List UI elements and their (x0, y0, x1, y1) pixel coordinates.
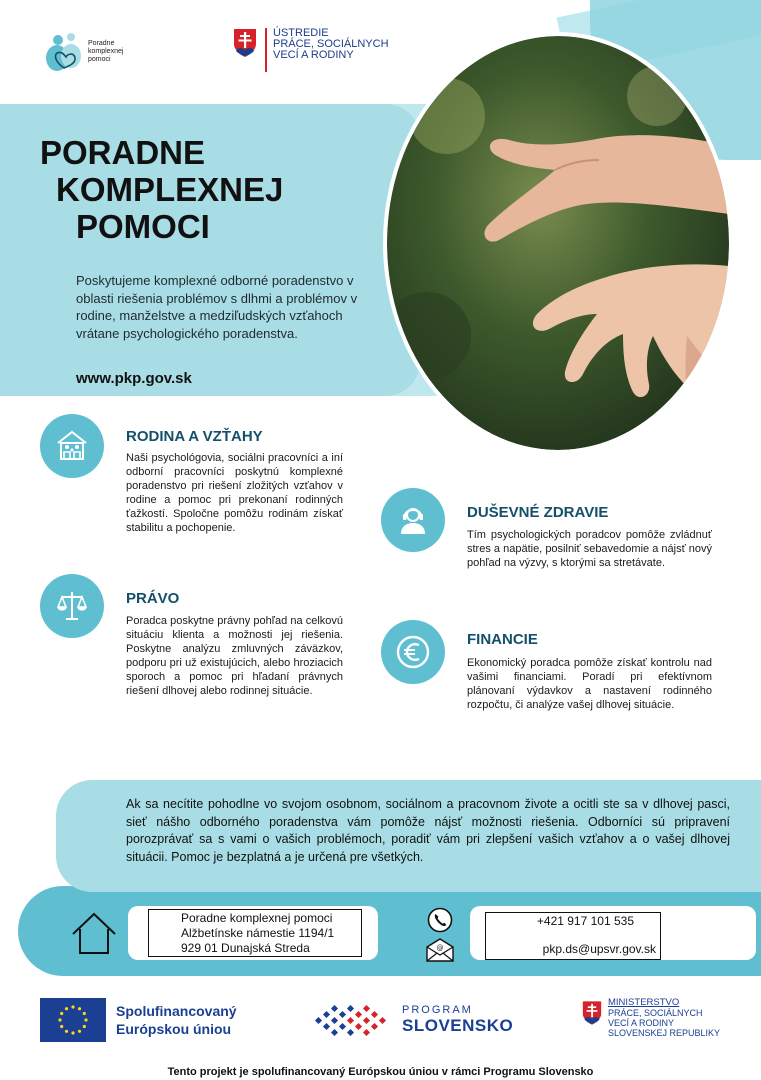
family-house-icon (40, 414, 104, 478)
hands-illustration (387, 36, 729, 450)
upsvr-logo-text: ÚSTREDIE PRÁCE, SOCIÁLNYCH VECÍ A RODINY (273, 27, 389, 61)
address-line: Alžbetínske námestie 1194/1 (181, 926, 335, 940)
section-title-mental-health: DUŠEVNÉ ZDRAVIE (467, 504, 609, 521)
svg-text:@: @ (436, 944, 444, 952)
section-title-family: RODINA A VZŤAHY (126, 428, 263, 445)
section-text-law: Poradca poskytne právny pohľad na celkovú situáciu klienta a možnosti jej riešenia. Poskytne analýzu zmluvných záväzkov, podporu pri už existujúcich, alebo hroziacich sporoch a pomoc pri hľadaní právnych riešení dlhovej alebo rodinnej situácie. (126, 615, 343, 697)
section-title-law: PRÁVO (126, 590, 180, 607)
upsvr-divider (265, 28, 267, 72)
program-slovensko-text: PROGRAM SLOVENSKO (402, 1004, 514, 1035)
upsvr-logo (233, 28, 403, 74)
address-line: 929 01 Dunajská Streda (181, 941, 310, 955)
email-icon (425, 937, 455, 963)
people-heart-icon (44, 30, 84, 72)
pkp-logo-text: Poradne komplexnej pomoci (88, 40, 124, 63)
hero-description: Poskytujeme komplexné odborné poradenstvo v oblasti riešenia problémov s dlhmi a problémov v rodine, manželstve a medziľudských vzťahoch vrátane psychologického poradenstva. (76, 273, 358, 341)
eu-flag-icon (40, 998, 106, 1042)
footer-note: Tento projekt je spolufinancovaný Európskou úniou v rámci Programu Slovensko (167, 1066, 594, 1078)
section-text-mental-health: Tím psychologických poradcov pomôže zvládnuť stres a napätie, posilniť sebavedomie a nájsť nový pohľad na výzvy, s ktorými sa stretávate. (467, 529, 712, 569)
phone-icon (427, 907, 453, 933)
phone-number[interactable]: +421 917 101 535 (536, 914, 634, 928)
euro-coin-icon (381, 620, 445, 684)
section-title-finance: FINANCIE (467, 631, 538, 648)
address-line: Poradne komplexnej pomoci (181, 911, 333, 925)
website-link[interactable]: www.pkp.gov.sk (76, 370, 192, 387)
info-text: Ak sa necítite pohodlne vo svojom osobnom, sociálnom a pracovnom živote a ocitli ste sa v dlhovej pasci, sieť nášho odborného poradenstva vám pomôže nájsť možnosti riešenia. Odborníci sú pripravení porozprávať sa s vami o vašich problémoch, poradiť vám pri zlepšení vašich vzťahov a o vašej dlhovej situácii. Pomoc je bezplatná a je určená pre všetkých. (126, 797, 730, 864)
page-title: PORADNE KOMPLEXNEJ POMOCI (40, 134, 284, 245)
scales-icon (40, 574, 104, 638)
eu-cofinanced-text: Spolufinancovaný Európskou úniou (116, 1003, 237, 1037)
slovak-crest-icon (582, 1000, 602, 1026)
house-icon (70, 910, 118, 956)
hands-photo (387, 36, 729, 450)
email-address[interactable]: pkp.ds@upsvr.gov.sk (542, 942, 656, 956)
pkp-logo (44, 30, 154, 74)
ministry-logo-text: MINISTERSTVO PRÁCE, SOCIÁLNYCH VECÍ A RODINY SLOVENSKEJ REPUBLIKY (608, 997, 721, 1038)
headset-person-icon (381, 488, 445, 552)
contact-box (485, 912, 661, 960)
section-text-finance: Ekonomický poradca pomôže získať kontrolu nad vašimi financiami. Poradí pri efektívnom plánovaní výdavkov a nastavení rodinného rozpočtu, či analýze vašej dlhovej situácie. (467, 657, 712, 711)
program-slovensko-logo-icon (312, 998, 396, 1042)
address-box (148, 909, 362, 957)
slovak-crest-icon (233, 28, 257, 58)
section-text-family: Naši psychológovia, sociálni pracovníci a iní odborní pracovníci poskytnú komplexné poradenstvo pri riešení zložitých vzťahov v rodine a pomoc pri prekonaní rodinných ťažkostí. Spoločne pomôžu rodinám získať stabilitu a pochopenie. (126, 452, 343, 534)
